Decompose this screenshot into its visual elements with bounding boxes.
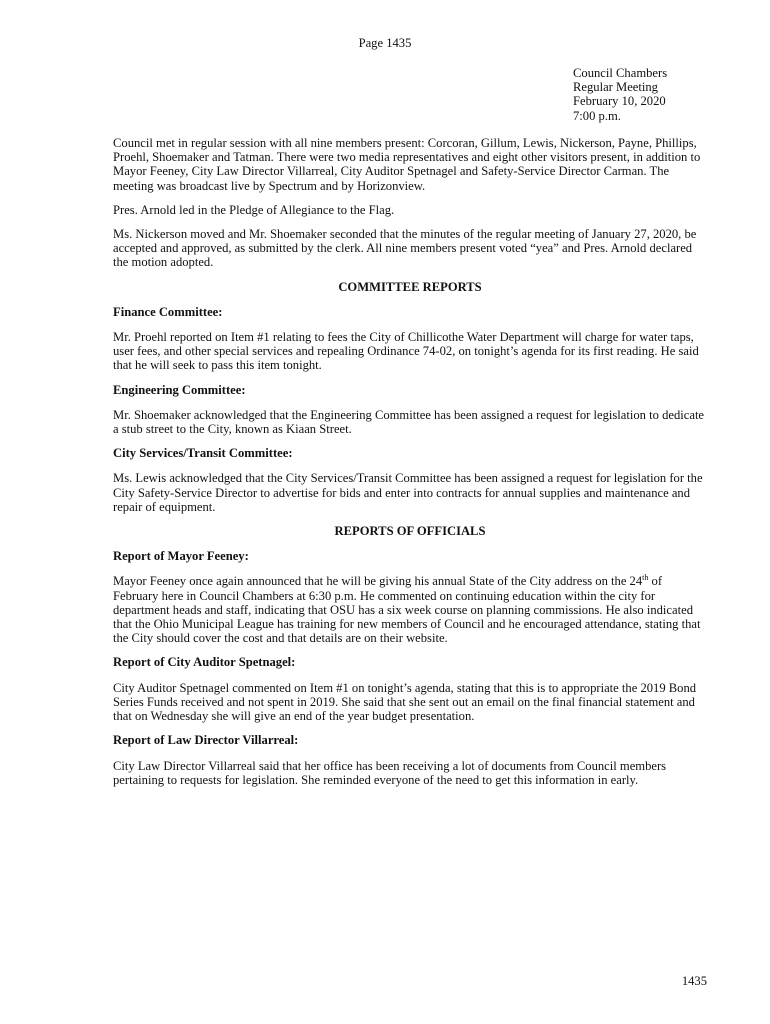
meeting-location: Council Chambers bbox=[573, 66, 668, 80]
law-director-report-paragraph: City Law Director Villarreal said that her office has been receiving a lot of documents from Council members pertaining to requests for legislation. She reminded everyone of the need to get this information in early. bbox=[113, 758, 667, 787]
minutes-body bbox=[113, 136, 707, 797]
page-number: 1435 bbox=[681, 974, 707, 988]
mayor-report-paragraph bbox=[113, 574, 707, 645]
meeting-date: February 10, 2020 bbox=[573, 94, 666, 109]
law-director-report-heading: Report of Law Director Villarreal: bbox=[113, 733, 299, 748]
reports-of-officials-heading: REPORTS OF OFFICIALS bbox=[334, 524, 486, 539]
finance-committee-heading: Finance Committee: bbox=[113, 304, 223, 319]
mayor-report-text-start: Mayor Feeney once again announced that he will be giving his annual State of the City address on the 24 bbox=[113, 574, 643, 589]
auditor-report-heading: Report of City Auditor Spetnagel: bbox=[113, 655, 296, 670]
meeting-type: Regular Meeting bbox=[573, 80, 658, 95]
page-header: Page 1435 bbox=[358, 36, 412, 50]
meeting-info bbox=[573, 66, 667, 123]
meeting-time: 7:00 p.m. bbox=[573, 108, 621, 123]
ordinal-suffix: th bbox=[642, 573, 649, 583]
pledge-paragraph: Pres. Arnold led in the Pledge of Allegiance to the Flag. bbox=[113, 202, 395, 217]
engineering-committee-heading: Engineering Committee: bbox=[113, 382, 246, 397]
mayor-report-text-end: of February here in Council Chambers at 6:30 p.m. He commented on continuing education within the city for department heads and staff, indicating that OSU has a six week course on planning commissions. He also indicated that the Ohio Municipal League has training for new members of Council and he encouraged attendance, stating that the City should cover the cost and that details are on their website. bbox=[113, 574, 701, 646]
mayor-report-heading: Report of Mayor Feeney: bbox=[113, 549, 249, 564]
engineering-committee-paragraph: Mr. Shoemaker acknowledged that the Engineering Committee has been assigned a request for legislation to dedicate a stub street to the City, known as Kiaan Street. bbox=[113, 407, 705, 437]
minutes-approval-paragraph: Ms. Nickerson moved and Mr. Shoemaker seconded that the minutes of the regular meeting of January 27, 2020, be accepted and approved, as submitted by the clerk. All nine members present voted “yea” and Pres. Arnold declared the motion adopted. bbox=[113, 227, 697, 270]
committee-reports-heading: COMMITTEE REPORTS bbox=[338, 279, 482, 294]
city-services-committee-paragraph: Ms. Lewis acknowledged that the City Services/Transit Committee has been assigned a request for legislation for the City Safety-Service Director to advertise for bids and enter into contracts for annual supplies and maintenance and repair of equipment. bbox=[113, 471, 703, 514]
city-services-committee-heading: City Services/Transit Committee: bbox=[113, 446, 293, 461]
finance-committee-paragraph: Mr. Proehl reported on Item #1 relating to fees the City of Chillicothe Water Department will charge for water taps, user fees, and other special services and repealing Ordinance 74-02, on tonight’s agenda for its first reading. He said that he will seek to pass this item tonight. bbox=[113, 330, 699, 373]
intro-paragraph: Council met in regular session with all nine members present: Corcoran, Gillum, Lewis, Nickerson, Payne, Phillips, Proehl, Shoemaker and Tatman. There were two media representatives and eight other visitors present, in addition to Mayor Feeney, City Law Director Villarreal, City Auditor Spetnagel and Safety-Service Director Carman. The meeting was broadcast live by Spectrum and by Horizonview. bbox=[113, 136, 701, 193]
auditor-report-paragraph: City Auditor Spetnagel commented on Item #1 on tonight’s agenda, stating that this is to appropriate the 2019 Bond Series Funds received and not spent in 2019. She said that she sent out an email on the final financial statement and that on Wednesday she will give an end of the year budget presentation. bbox=[113, 680, 697, 724]
